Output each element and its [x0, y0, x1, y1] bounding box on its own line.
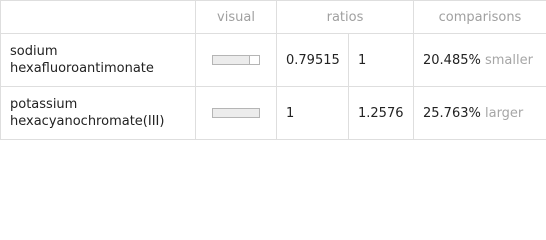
ratio-a-cell: 0.79515: [277, 34, 349, 87]
compound-name-line2: hexacyanochromate(III): [10, 114, 165, 129]
compound-name-line2: hexafluoroantimonate: [10, 61, 154, 76]
compound-name-line1: sodium: [10, 44, 58, 59]
ratio-bar: [212, 55, 260, 65]
comparison-cell: [414, 34, 546, 87]
comparison-value: 20.485%: [423, 52, 481, 68]
header-empty-cell: [1, 1, 196, 34]
visual-cell: [196, 34, 277, 87]
ratio-b-cell: 1: [349, 34, 414, 87]
comparison-cell: [414, 87, 546, 140]
comparison-word: smaller: [484, 52, 533, 68]
header-visual: visual: [196, 1, 277, 34]
compound-name-line1: potassium: [10, 97, 78, 112]
compound-name-cell: [1, 87, 196, 140]
comparison-value: 25.763%: [423, 105, 481, 121]
table-row: [1, 34, 546, 87]
header-comparisons: comparisons: [414, 1, 546, 34]
visual-cell: [196, 87, 277, 140]
ratio-a-cell: 1: [277, 87, 349, 140]
ratio-bar-fill: [213, 56, 250, 64]
header-ratios: ratios: [277, 1, 414, 34]
ratio-bar: [212, 108, 260, 118]
table-row: [1, 87, 546, 140]
header-row: [1, 1, 546, 34]
compound-name-cell: [1, 34, 196, 87]
ratio-bar-fill: [213, 109, 259, 117]
ratio-b-cell: 1.2576: [349, 87, 414, 140]
comparison-word: larger: [484, 105, 524, 121]
